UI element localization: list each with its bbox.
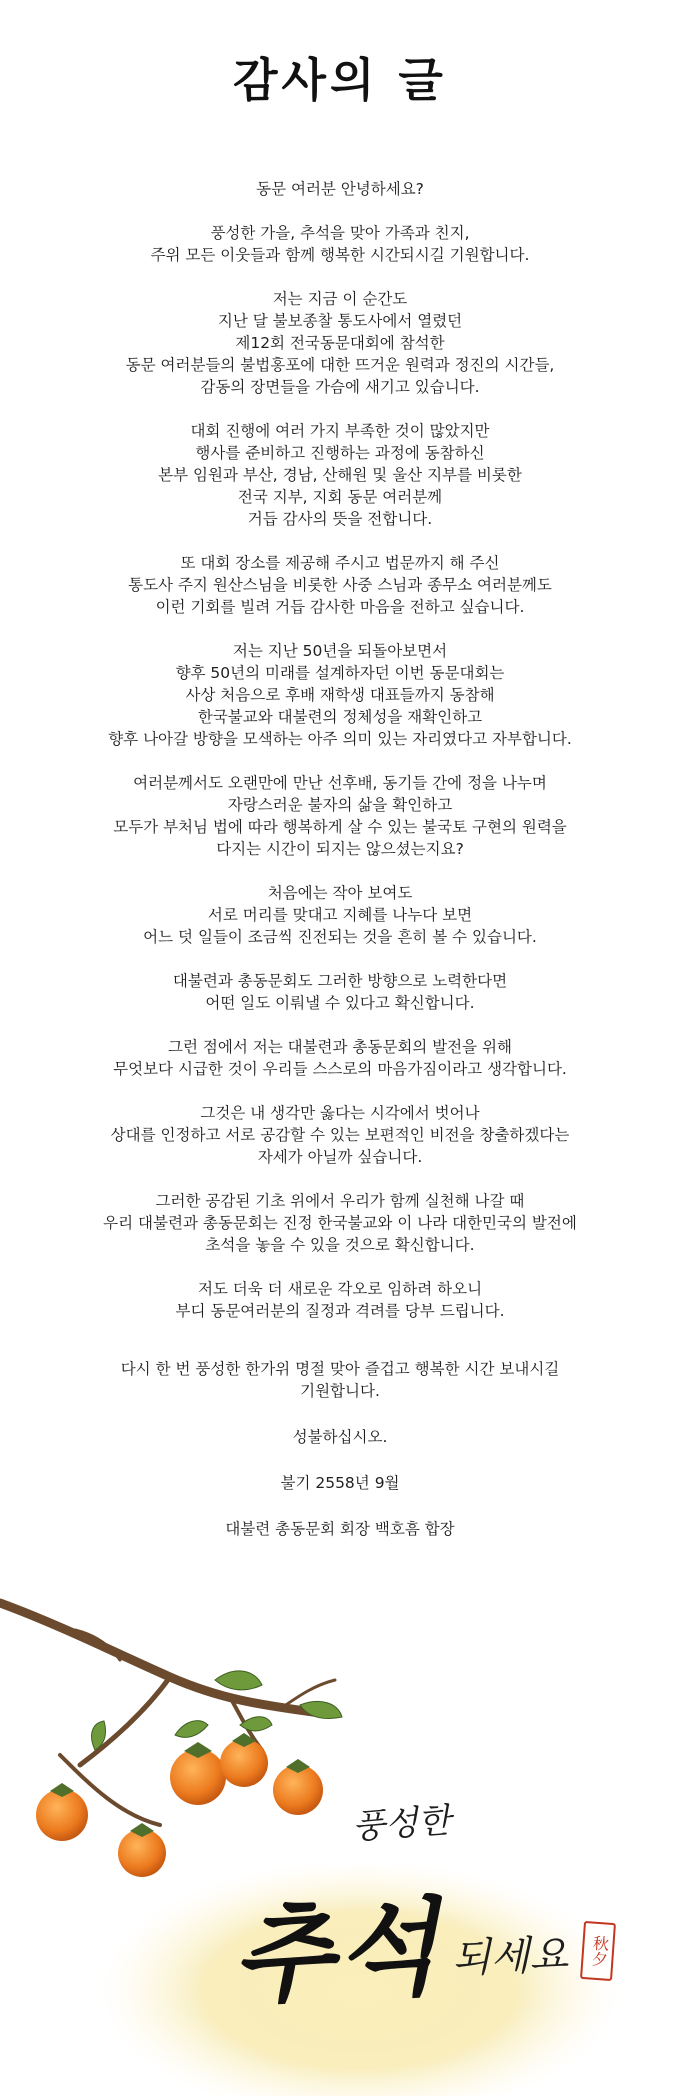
page-title: 감사의 글: [233, 53, 447, 107]
calligraphy-pungseonghan: 풍성한: [350, 1800, 453, 1848]
letter-paragraph: [20, 882, 660, 948]
letter-line: 주위 모든 이웃들과 함께 행복한 시간되시길 기원합니다.: [150, 246, 530, 264]
letter-paragraph: [20, 1102, 660, 1168]
letter-line: 행사를 준비하고 진행하는 과정에 동참하신: [195, 444, 485, 462]
letter-line: 통도사 주지 원산스님을 비롯한 사중 스님과 종무소 여러분께도: [128, 576, 552, 594]
closing-farewell: 성불하십시오.: [292, 1428, 388, 1446]
letter-line: 다지는 시간이 되지는 않으셨는지요?: [216, 840, 464, 858]
letter-line: 자세가 아닐까 싶습니다.: [257, 1148, 423, 1166]
red-seal-stamp: 秋夕: [580, 1921, 616, 1981]
letter-paragraph: [20, 222, 660, 266]
closing-wish-line: 기원합니다.: [300, 1382, 380, 1400]
letter-paragraph: [20, 288, 660, 398]
letter-line: 그것은 내 생각만 옳다는 시각에서 벗어나: [200, 1104, 480, 1122]
letter-line: 자랑스러운 불자의 삶을 확인하고: [227, 796, 453, 814]
letter-paragraph: [20, 178, 660, 200]
letter-body: [20, 178, 660, 1564]
letter-paragraph: [20, 1278, 660, 1322]
letter-line: 전국 지부, 지회 동문 여러분께: [237, 488, 443, 506]
letter-line: 사상 처음으로 후배 재학생 대표들까지 동참해: [185, 686, 495, 704]
closing-wish-line: 다시 한 번 풍성한 한가위 명절 맞아 즐겁고 행복한 시간 보내시길: [120, 1360, 560, 1378]
letter-line: 어느 덧 일들이 조금씩 진전되는 것을 흔히 볼 수 있습니다.: [143, 928, 537, 946]
letter-paragraph: [20, 772, 660, 860]
letter-line: 서로 머리를 맞대고 지혜를 나누다 보면: [207, 906, 473, 924]
persimmon-4: [220, 1733, 268, 1787]
letter-line: 그러한 공감된 기초 위에서 우리가 함께 실천해 나갈 때: [155, 1192, 525, 1210]
letter-line: 지난 달 불보종찰 통도사에서 열렸던: [217, 312, 463, 330]
letter-paragraph: [20, 1190, 660, 1256]
closing-section: [20, 1358, 660, 1540]
letter-line: 대불련과 총동문회도 그러한 방향으로 노력한다면: [172, 972, 508, 990]
letter-line: 모두가 부처님 법에 따라 행복하게 살 수 있는 불국토 구현의 원력을: [113, 818, 567, 836]
letter-line: 여러분께서도 오랜만에 만난 선후배, 동기들 간에 정을 나누며: [133, 774, 547, 792]
letter-line: 향후 50년의 미래를 설계하자던 이번 동문대회는: [175, 664, 505, 682]
letter-line: 감동의 장면들을 가슴에 새기고 있습니다.: [200, 378, 480, 396]
letter-line: 상대를 인정하고 서로 공감할 수 있는 보편적인 비전을 창출하겠다는: [110, 1126, 570, 1144]
letter-line: 향후 나아갈 방향을 모색하는 아주 의미 있는 자리였다고 자부합니다.: [108, 730, 572, 748]
calligraphy-doeseyo: 되세요: [451, 1931, 569, 1983]
calligraphy-chuseok: 추석: [229, 1884, 445, 2019]
letter-paragraph: [20, 640, 660, 750]
letter-paragraph: [20, 1036, 660, 1080]
letter-paragraph: [20, 970, 660, 1014]
persimmon-2: [118, 1823, 166, 1877]
letter-line: 한국불교와 대불련의 정체성을 재확인하고: [197, 708, 483, 726]
letter-line: 저도 더욱 더 새로운 각오로 임하려 하오니: [197, 1280, 483, 1298]
letter-line: 동문 여러분 안녕하세요?: [256, 180, 424, 198]
letter-line: 처음에는 작아 보여도: [267, 884, 413, 902]
persimmon-3: [170, 1742, 226, 1805]
letter-line: 부디 동문여러분의 질정과 격려를 당부 드립니다.: [175, 1302, 505, 1320]
letter-line: 본부 임원과 부산, 경남, 산해원 및 울산 지부를 비롯한: [158, 466, 522, 484]
closing-date: 불기 2558년 9월: [280, 1474, 400, 1492]
letter-line: 초석을 놓을 수 있을 것으로 확신합니다.: [205, 1236, 475, 1254]
letter-line: 동문 여러분들의 불법홍포에 대한 뜨거운 원력과 정진의 시간들,: [125, 356, 555, 374]
letter-line: 우리 대불련과 총동문회는 진정 한국불교와 이 나라 대한민국의 발전에: [103, 1214, 577, 1232]
letter-line: 또 대회 장소를 제공해 주시고 법문까지 해 주신: [180, 554, 500, 572]
letter-line: 어떤 일도 이뤄낼 수 있다고 확신합니다.: [205, 994, 475, 1012]
persimmons: [36, 1733, 323, 1877]
leaves: [92, 1671, 342, 1750]
persimmon-1: [36, 1783, 88, 1841]
letter-line: 제12회 전국동문대회에 참석한: [235, 334, 445, 352]
letter-line: 저는 지금 이 순간도: [272, 290, 408, 308]
letter-line: 풍성한 가을, 추석을 맞아 가족과 친지,: [210, 224, 470, 242]
letter-line: 이런 기회를 빌려 거듭 감사한 마음을 전하고 싶습니다.: [155, 598, 525, 616]
letter-paragraph: [20, 552, 660, 618]
closing-wish: [20, 1358, 660, 1402]
closing-signature: 대불련 총동문회 회장 백호흠 합장: [225, 1520, 455, 1538]
persimmon-5: [273, 1759, 323, 1815]
letter-line: 그런 점에서 저는 대불련과 총동문회의 발전을 위해: [168, 1038, 512, 1056]
letter-line: 대회 진행에 여러 가지 부족한 것이 많았지만: [190, 422, 490, 440]
letter-line: 거듭 감사의 뜻을 전합니다.: [247, 510, 433, 528]
letter-paragraph: [20, 420, 660, 530]
letter-line: 저는 지난 50년을 되돌아보면서: [232, 642, 448, 660]
persimmon-illustration: [0, 1585, 680, 2096]
letter-line: 무엇보다 시급한 것이 우리들 스스로의 마음가짐이라고 생각합니다.: [113, 1060, 567, 1078]
